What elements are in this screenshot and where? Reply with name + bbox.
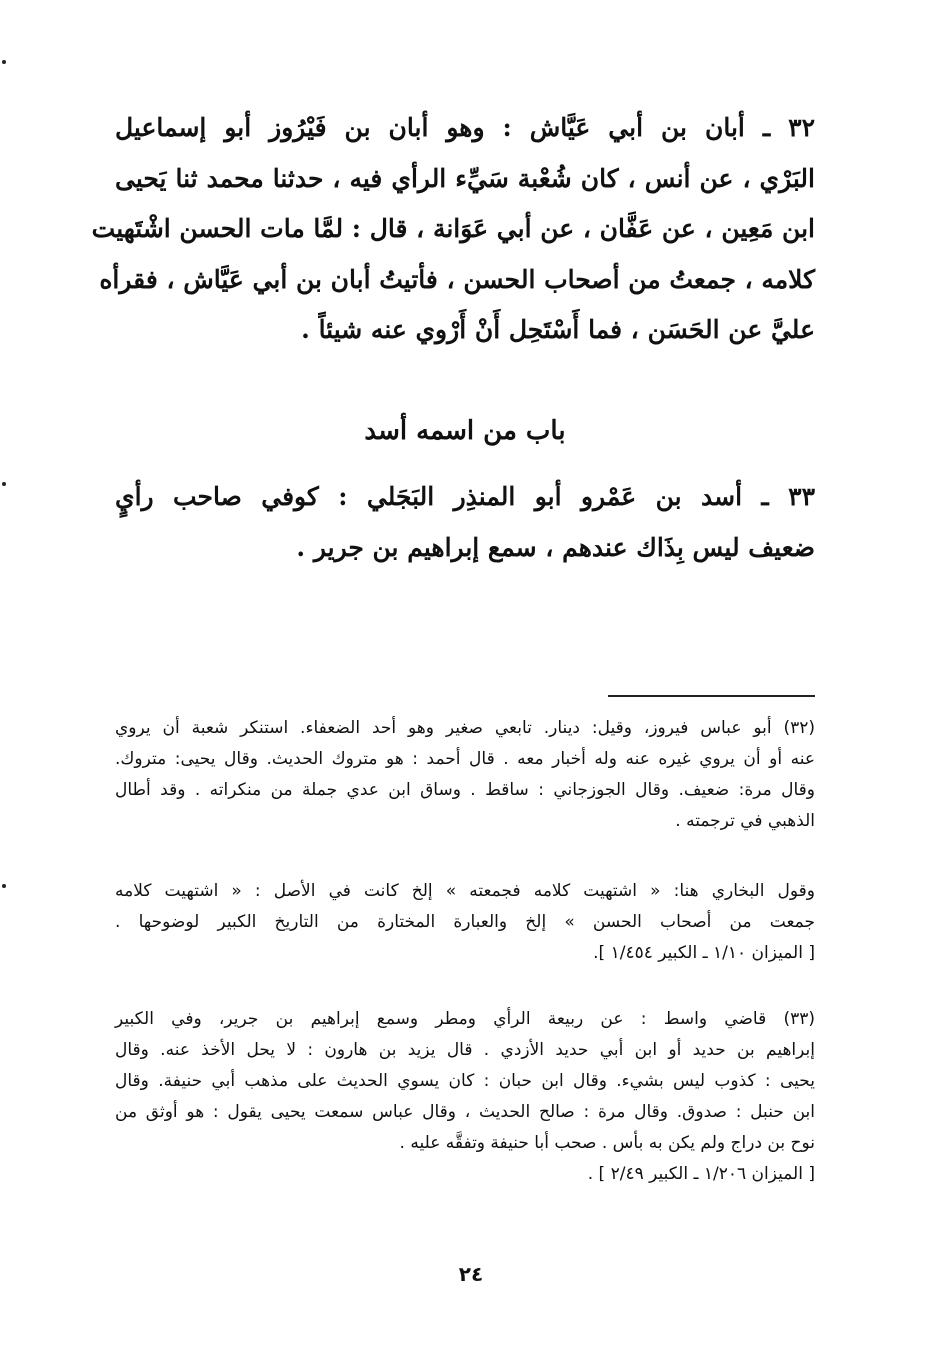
entry-32-line: ابن مَعِين ، عن عَفَّان ، عن أبي عَوَانة ، قال : لمَّا مات الحسن اشْتَهيت [91,214,815,243]
scan-speck [2,884,6,888]
footnote-line: [ الميزان ١/٢٠٦ ـ الكبير ٢/٤٩ ] . [587,1164,815,1184]
scan-speck [2,482,6,486]
footnote-line: (٣٢) أبو عباس فيروز، وقيل: دينار. تابعي صغير وهو أحد الضعفاء. استنكر شعبة أن يروي [115,718,815,738]
entry-33-line: ضعيف ليس بِذَاك عندهم ، سمع إبراهيم بن جرير . [296,532,815,562]
footnote-32-note [115,876,815,969]
entry-32-line: البَرْي ، عن أنس ، كان شُعْبة سَيِّء الرأي فيه ، حدثنا محمد ثنا يَحيى [115,163,815,193]
footnote-line: وقال مرة: ضعيف. وقال الجوزجاني : ساقط . وساق ابن عدي جملة من منكراته . وقد أطال [115,780,815,800]
footnote-line: وقول البخاري هنا: « اشتهيت كلامه فجمعته » إلخ كانت في الأصل : « اشتهيت كلامه [115,881,815,901]
footnote-line: الذهبي في ترجمته . [675,811,815,831]
footnote-line: إبراهيم بن حديد أو ابن أبي حديد الأزدي . قال يزيد بن هارون : لا يحل الأخذ عنه. وقال [115,1040,815,1060]
entry-32 [91,103,815,356]
footnote-line: ابن حنبل : صدوق. وقال مرة : صالح الحديث ، وقال عباس سمعت يحيى يقول : هو أوثق من [115,1102,815,1122]
footnote-line: عنه أو أن يروي غيره عنه وله أخبار معه . قال أحمد : هو متروك الحديث. وقال يحيى: متروك. [115,749,815,769]
scan-speck [2,60,6,64]
entry-32-line: عليَّ عن الحَسَن ، فما أَسْتَحِل أَنْ أَرْوي عنه شيئاً . [301,315,815,344]
footnote-line: (٣٣) قاضي واسط : عن ربيعة الرأي ومطر وسمع إبراهيم بن جرير، وفي الكبير [115,1009,815,1029]
entry-32-line: كلامه ، جمعتُ من أصحاب الحسن ، فأتيتُ أبان بن أبي عَيَّاش ، فقرأه [99,264,815,294]
footnote-32 [115,713,815,837]
footnote-divider [608,695,815,697]
section-heading: باب من اسمه أسد [364,416,566,446]
footnote-line: جمعت من أصحاب الحسن » إلخ والعبارة المختارة من التاريخ الكبير لوضوحها . [115,912,815,932]
entry-32-line: ٣٢ ـ أبان بن أبي عَيَّاش : وهو أبان بن فَيْرُوز أبو إسماعيل [115,113,815,142]
footnote-line: يحيى : كذوب ليس بشيء. وقال ابن حبان : كان يسوي الحديث على مذهب أبي حنيفة. وقال [115,1071,815,1091]
entry-33 [115,472,815,573]
footnote-line: [ الميزان ١/١٠ ـ الكبير ١/٤٥٤ ]. [593,943,815,963]
footnote-33 [115,1004,815,1190]
footnote-line: نوح بن دراج ولم يكن به بأس . صحب أبا حنيفة وتفقَّه عليه . [399,1133,815,1153]
page-number: ٢٤ [458,1262,484,1286]
entry-33-line: ٣٣ ـ أسد بن عَمْرو أبو المنذِر البَجَلي : كوفي صاحب رأيٍ [115,482,815,511]
